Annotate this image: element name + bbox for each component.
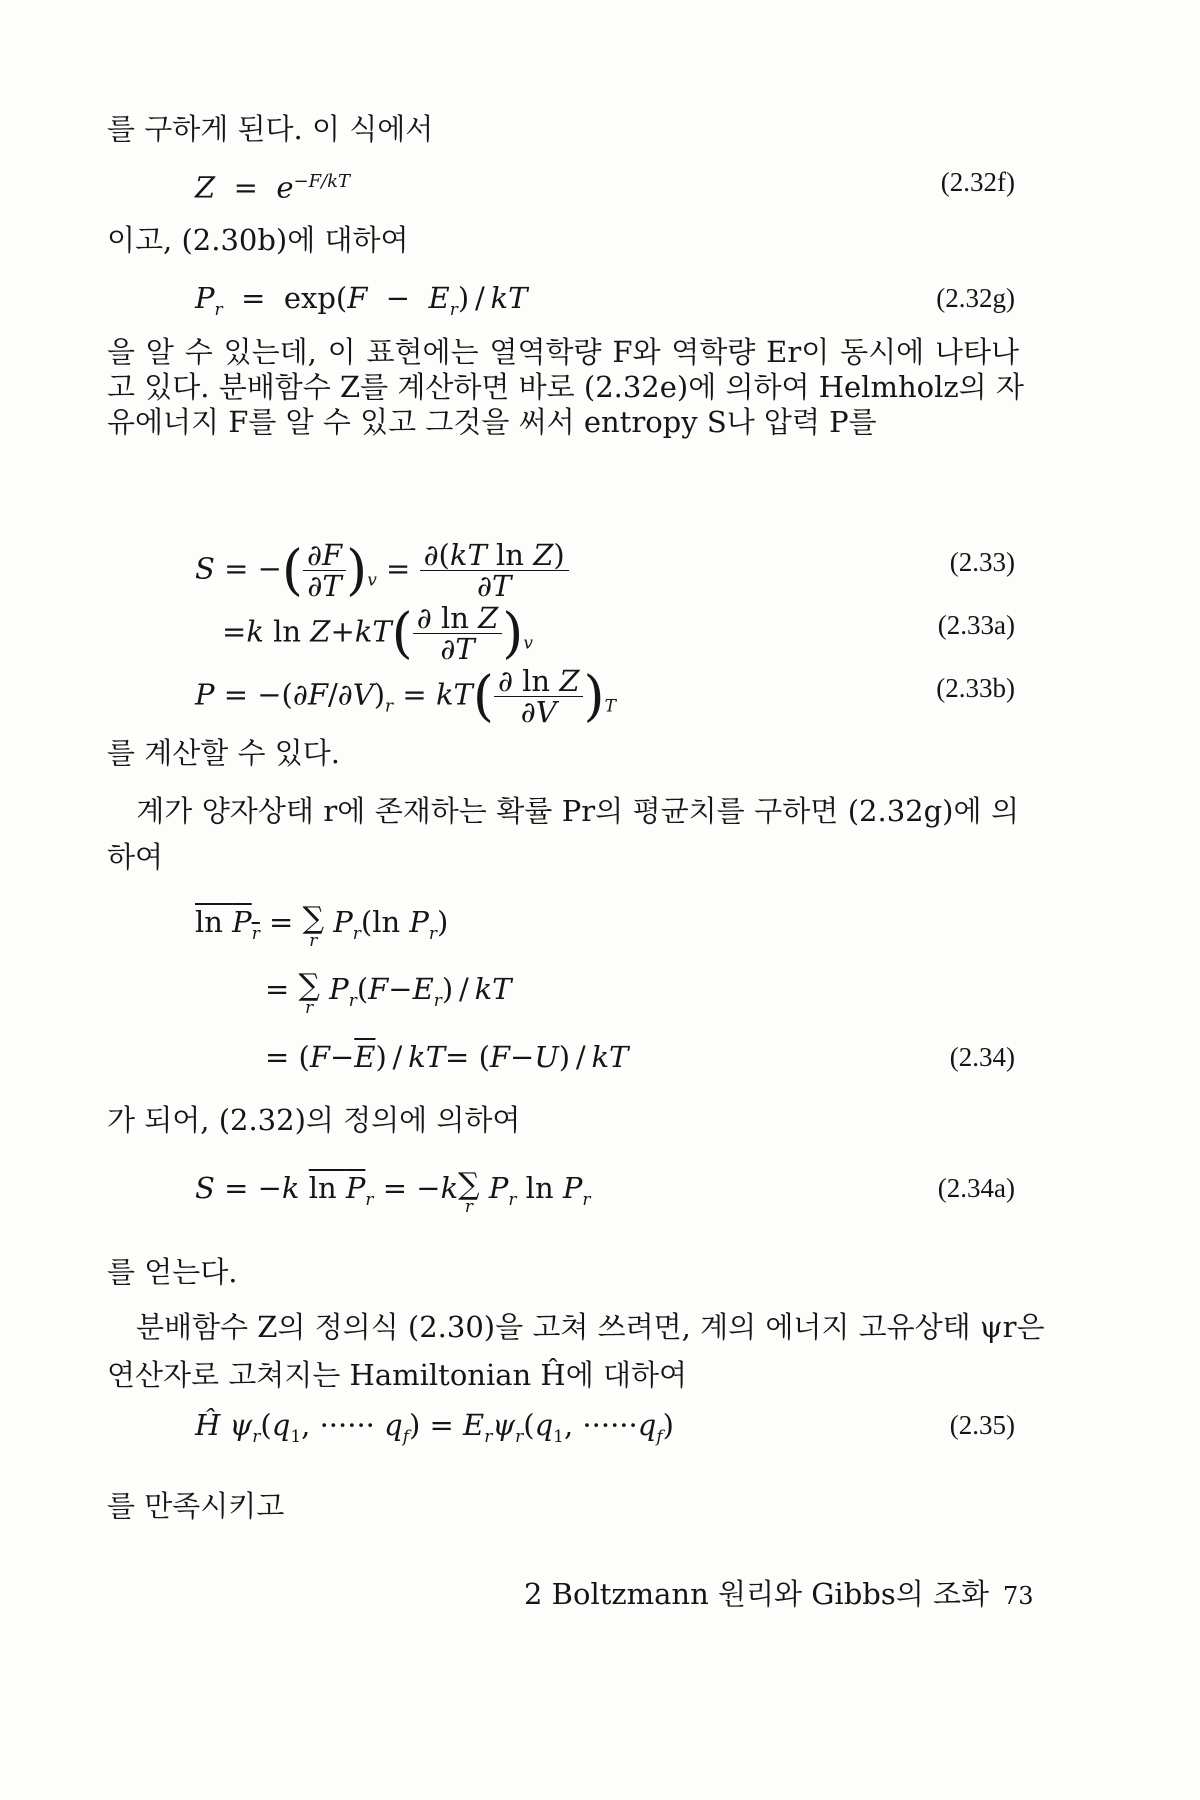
equation-number: (2.35) bbox=[949, 1410, 1015, 1440]
paragraph bbox=[107, 1255, 1019, 1290]
paragraph bbox=[107, 1489, 1019, 1524]
paragraph bbox=[107, 112, 1019, 147]
page-number: 73 bbox=[1002, 1582, 1034, 1610]
running-title: 2 Boltzmann 원리와 Gibbs의 조화 bbox=[524, 1577, 989, 1611]
paragraph bbox=[107, 788, 1019, 880]
page-footer bbox=[524, 1572, 1034, 1613]
equation-2-34-line3: = $(F-\overline{E}) / kT= (F-U)$ / kT bbox=[265, 1040, 629, 1074]
text-line: 를 얻는다. bbox=[107, 1255, 238, 1289]
paragraph bbox=[107, 1103, 1019, 1138]
paragraph bbox=[107, 335, 1024, 440]
text-line: 이고, (2.30b)에 대하여 bbox=[107, 223, 409, 257]
equation-number: (2.32g) bbox=[936, 283, 1015, 313]
text-line: 유에너지 F를 알 수 있고 그것을 써서 entropy S나 압력 P를 bbox=[107, 405, 877, 439]
text-line: 분배함수 Z의 정의식 (2.30)을 고쳐 쓰려면, 계의 에너지 고유상태 ψr은 bbox=[107, 1310, 1045, 1344]
equation-number: (2.32f) bbox=[940, 167, 1015, 197]
paragraph bbox=[107, 1303, 1045, 1399]
text-line: 계가 양자상태 r에 존재하는 확률 Pr의 평균치를 구하면 (2.32g)에 의 bbox=[107, 794, 1019, 828]
equation-number: (2.34) bbox=[949, 1042, 1015, 1072]
equation-number: (2.33b) bbox=[936, 673, 1015, 703]
text-line: 고 있다. 분배함수 Z를 계산하면 바로 (2.32e)에 의하여 Helmholz의 자 bbox=[107, 370, 1024, 404]
equation-2-34a: S = −k $\ln P_r = -k$ ∑ r $P_r$ $\ln P_r$ bbox=[195, 1167, 591, 1217]
equation-2-34-line2: = ∑ r $P_r(F-E_r)$ / kT bbox=[265, 968, 512, 1018]
equation-number: (2.34a) bbox=[937, 1173, 1015, 1203]
equation-2-33a: =k ln Z+kT( $\frac{\text{∂ ln Z}}{\partial T}$ )$_v$ bbox=[222, 601, 533, 666]
text-line: 가 되어, (2.32)의 정의에 의하여 bbox=[107, 1103, 521, 1137]
text-line: 를 계산할 수 있다. bbox=[107, 736, 340, 770]
equation-2-33: S = −( $\frac{\partial F}{\partial T}$ )$_v$ = $\frac{\text{∂(kT ln Z)}}{\partial T}$ bbox=[195, 540, 569, 584]
paragraph bbox=[107, 736, 1019, 771]
equation-2-34-line1: $\ln P_r$ = ∑ r $P_r(\ln$ $P_r$) bbox=[195, 901, 449, 951]
text-line: 를 만족시키고 bbox=[107, 1489, 285, 1523]
equation-number: (2.33) bbox=[949, 547, 1015, 577]
paragraph bbox=[107, 223, 1019, 258]
text-line: 하여 bbox=[107, 840, 164, 874]
equation-2-32f: $Z = e^{-F/kT}$ bbox=[195, 170, 351, 205]
text-line: 을 알 수 있는데, 이 표현에는 열역학량 F와 역학량 Er이 동시에 나타나 bbox=[107, 335, 1019, 369]
text-line: 를 구하게 된다. 이 식에서 bbox=[107, 112, 434, 146]
equation-number: (2.33a) bbox=[937, 610, 1015, 640]
equation-2-33b: $P = -(\partial F/\partial V)_r = kT$( $\frac{\text{∂ ln Z}}{\partial V}$ )$_T$ bbox=[195, 664, 616, 729]
equation-2-35: Ĥ $\psi_r(q_1$, ······ $q_f) = E_r\psi_r(q_1$, $\cdot\cdot\cdot\cdot\cdot\cdot q_f$) bbox=[195, 1408, 674, 1447]
text-line: 연산자로 고쳐지는 Hamiltonian Ĥ에 대하여 bbox=[107, 1358, 687, 1392]
equation-2-32g: $P_r = \exp(F - E_r)$ / kT bbox=[195, 281, 528, 320]
